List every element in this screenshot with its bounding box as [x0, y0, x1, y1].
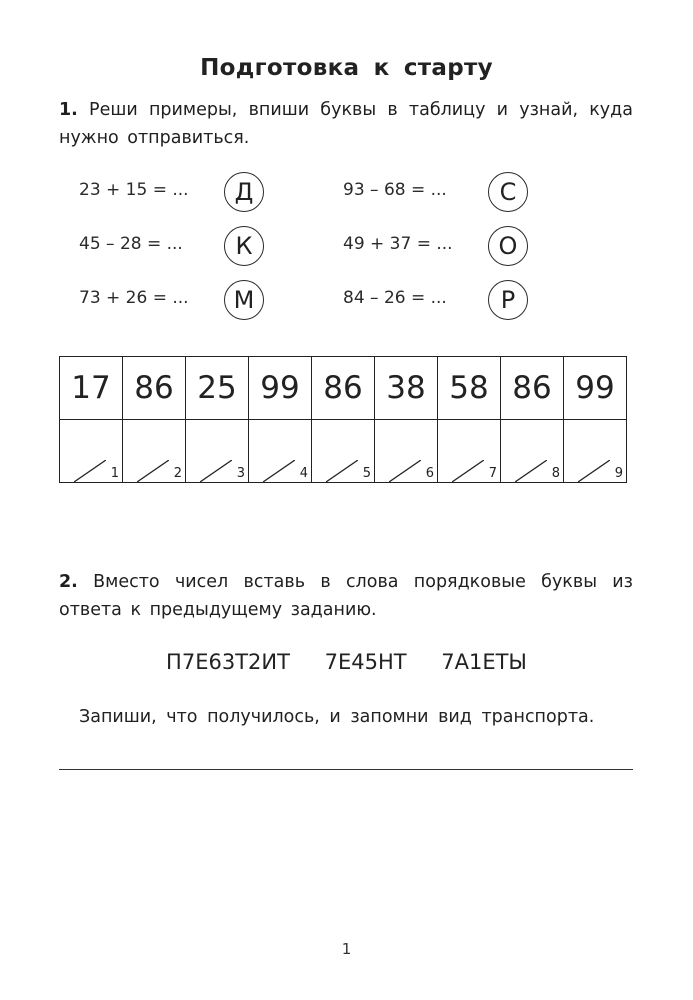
example-letter-circle: Р	[488, 280, 528, 320]
example-letter-circle: М	[224, 280, 264, 320]
cell-index: 3	[236, 466, 245, 481]
cell-index: 8	[551, 466, 560, 481]
page-number: 1	[341, 940, 352, 958]
number-cell: 58	[438, 357, 501, 420]
example-letter-circle: С	[488, 172, 528, 212]
number-cell: 86	[312, 357, 375, 420]
answer-cell[interactable]	[438, 420, 501, 483]
example-letter-circle: Д	[224, 172, 264, 212]
example-expression: 93 – 68 = ...	[343, 180, 447, 200]
example-4	[343, 226, 543, 266]
answer-cell[interactable]	[249, 420, 312, 483]
cell-index: 2	[173, 466, 182, 481]
diagonal-divider-icon	[200, 460, 232, 482]
task-1-number: 1.	[59, 100, 78, 120]
example-expression: 84 – 26 = ...	[343, 288, 447, 308]
answer-cell[interactable]	[60, 420, 123, 483]
task-1-text: Реши примеры, впиши буквы в таблицу и узнай, куда нужно отправиться.	[59, 100, 633, 148]
coded-words: П7Е63Т2ИТ 7Е45НТ 7А1ЕТЫ	[166, 650, 527, 674]
cell-index: 7	[488, 466, 497, 481]
diagonal-divider-icon	[578, 460, 610, 482]
diagonal-divider-icon	[515, 460, 547, 482]
instruction-text: Запиши, что получилось, и запомни вид транспорта.	[79, 707, 595, 727]
page-title: Подготовка к старту	[200, 55, 493, 81]
answer-line[interactable]	[59, 769, 633, 770]
task-1	[59, 96, 633, 152]
number-cell: 25	[186, 357, 249, 420]
example-3	[79, 226, 279, 266]
example-6	[343, 280, 543, 320]
example-expression: 45 – 28 = ...	[79, 234, 183, 254]
diagonal-divider-icon	[263, 460, 295, 482]
answer-cell[interactable]	[123, 420, 186, 483]
number-cell: 99	[564, 357, 627, 420]
number-cell: 86	[501, 357, 564, 420]
number-cell: 17	[60, 357, 123, 420]
answer-cell[interactable]	[564, 420, 627, 483]
answer-cell[interactable]	[312, 420, 375, 483]
answer-cell[interactable]	[375, 420, 438, 483]
number-cell: 86	[123, 357, 186, 420]
number-cell: 38	[375, 357, 438, 420]
answer-cell[interactable]	[501, 420, 564, 483]
example-letter-circle: О	[488, 226, 528, 266]
example-1	[79, 172, 279, 212]
example-5	[79, 280, 279, 320]
numbers-row	[60, 357, 627, 420]
answers-row	[60, 420, 627, 483]
cell-index: 5	[362, 466, 371, 481]
diagonal-divider-icon	[326, 460, 358, 482]
example-expression: 73 + 26 = ...	[79, 288, 189, 308]
diagonal-divider-icon	[452, 460, 484, 482]
example-2	[343, 172, 543, 212]
number-cell: 99	[249, 357, 312, 420]
task-2-number: 2.	[59, 572, 78, 592]
cell-index: 9	[614, 466, 623, 481]
example-expression: 49 + 37 = ...	[343, 234, 453, 254]
cell-index: 6	[425, 466, 434, 481]
cell-index: 1	[110, 466, 119, 481]
answer-table	[59, 356, 627, 483]
cell-index: 4	[299, 466, 308, 481]
task-2-text: Вместо чисел вставь в слова порядковые буквы из ответа к предыдущему заданию.	[59, 572, 633, 620]
task-2	[59, 568, 633, 624]
answer-cell[interactable]	[186, 420, 249, 483]
diagonal-divider-icon	[74, 460, 106, 482]
diagonal-divider-icon	[389, 460, 421, 482]
diagonal-divider-icon	[137, 460, 169, 482]
example-letter-circle: К	[224, 226, 264, 266]
example-expression: 23 + 15 = ...	[79, 180, 189, 200]
